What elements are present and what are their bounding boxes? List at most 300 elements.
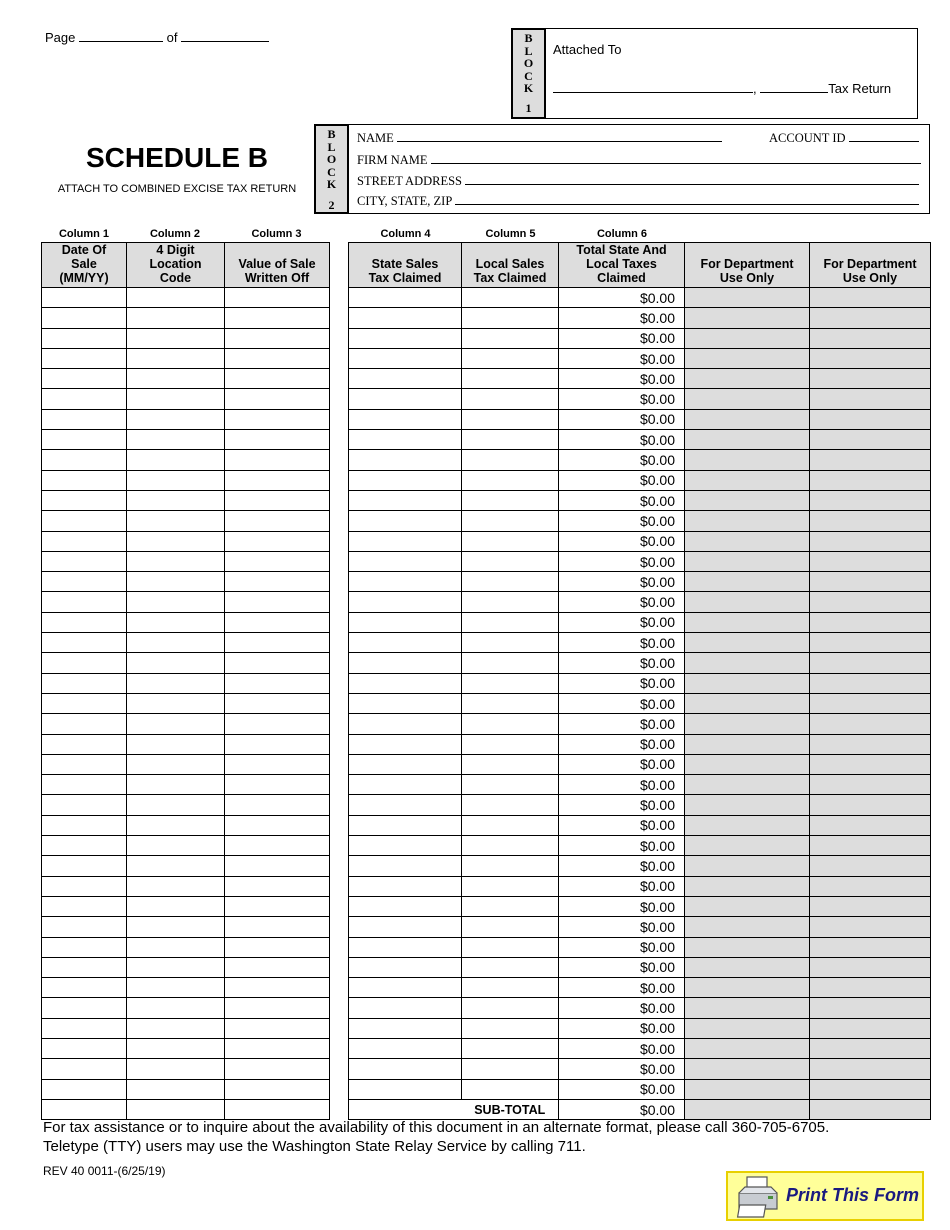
subtotal-label: SUB-TOTAL (462, 1099, 559, 1119)
date-of-sale-cell[interactable] (42, 348, 127, 368)
state-sales-tax-cell[interactable] (349, 714, 462, 734)
state-sales-tax-cell[interactable] (349, 1059, 462, 1079)
left-table-row (42, 490, 330, 510)
local-sales-tax-cell[interactable] (462, 998, 559, 1018)
schedule-subtitle: ATTACH TO COMBINED EXCISE TAX RETURN (57, 183, 297, 195)
location-code-cell[interactable] (127, 1099, 225, 1119)
left-table-row (42, 653, 330, 673)
department-use-cell (810, 369, 931, 389)
date-of-sale-cell[interactable] (42, 795, 127, 815)
total-taxes-cell: $0.00 (559, 348, 685, 368)
date-of-sale-cell[interactable] (42, 1079, 127, 1099)
state-sales-tax-cell[interactable] (349, 896, 462, 916)
value-written-off-cell[interactable] (225, 836, 330, 856)
date-of-sale-cell[interactable] (42, 308, 127, 328)
local-sales-tax-cell[interactable] (462, 856, 559, 876)
value-written-off-cell[interactable] (225, 775, 330, 795)
value-written-off-cell[interactable] (225, 937, 330, 957)
value-written-off-cell[interactable] (225, 348, 330, 368)
local-sales-tax-cell[interactable] (462, 511, 559, 531)
header-location-code: 4 Digit Location Code (127, 243, 225, 288)
location-code-cell[interactable] (127, 633, 225, 653)
date-of-sale-cell[interactable] (42, 856, 127, 876)
total-taxes-cell: $0.00 (559, 369, 685, 389)
state-sales-tax-cell[interactable] (349, 957, 462, 977)
local-sales-tax-cell[interactable] (462, 308, 559, 328)
state-sales-tax-cell[interactable] (349, 409, 462, 429)
left-table-row (42, 876, 330, 896)
date-of-sale-cell[interactable] (42, 836, 127, 856)
location-code-cell[interactable] (127, 917, 225, 937)
state-sales-tax-cell[interactable] (349, 795, 462, 815)
value-written-off-cell[interactable] (225, 633, 330, 653)
state-sales-tax-cell[interactable] (349, 653, 462, 673)
location-code-cell[interactable] (127, 592, 225, 612)
local-sales-tax-cell[interactable] (462, 876, 559, 896)
location-code-cell[interactable] (127, 1079, 225, 1099)
left-table-row (42, 714, 330, 734)
right-table-row (349, 856, 931, 876)
right-table-row (349, 490, 931, 510)
value-written-off-cell[interactable] (225, 511, 330, 531)
date-of-sale-cell[interactable] (42, 572, 127, 592)
value-written-off-cell[interactable] (225, 490, 330, 510)
state-sales-tax-cell[interactable] (349, 734, 462, 754)
state-sales-tax-cell[interactable] (349, 815, 462, 835)
left-table-row (42, 389, 330, 409)
local-sales-tax-cell[interactable] (462, 795, 559, 815)
total-taxes-cell: $0.00 (559, 836, 685, 856)
right-table-row (349, 430, 931, 450)
state-sales-tax-cell[interactable] (349, 531, 462, 551)
date-of-sale-cell[interactable] (42, 1018, 127, 1038)
total-taxes-cell: $0.00 (559, 633, 685, 653)
left-table-row (42, 551, 330, 571)
date-of-sale-cell[interactable] (42, 714, 127, 734)
name-field[interactable] (397, 141, 722, 142)
block2-box (348, 124, 930, 214)
total-taxes-cell: $0.00 (559, 490, 685, 510)
location-code-cell[interactable] (127, 957, 225, 977)
state-sales-tax-cell[interactable] (349, 490, 462, 510)
location-code-cell[interactable] (127, 612, 225, 632)
local-sales-tax-cell[interactable] (462, 896, 559, 916)
left-table-row (42, 633, 330, 653)
date-of-sale-cell[interactable] (42, 470, 127, 490)
location-code-cell[interactable] (127, 369, 225, 389)
location-code-cell[interactable] (127, 1038, 225, 1058)
right-entry-table (348, 242, 931, 1120)
value-written-off-cell[interactable] (225, 693, 330, 713)
state-sales-tax-cell[interactable] (349, 754, 462, 774)
return-period-field[interactable] (760, 92, 828, 93)
date-of-sale-cell[interactable] (42, 612, 127, 632)
location-code-cell[interactable] (127, 775, 225, 795)
state-sales-tax-cell[interactable] (349, 876, 462, 896)
date-of-sale-cell[interactable] (42, 917, 127, 937)
local-sales-tax-cell[interactable] (462, 836, 559, 856)
value-written-off-cell[interactable] (225, 389, 330, 409)
date-of-sale-cell[interactable] (42, 775, 127, 795)
department-use-cell (810, 978, 931, 998)
left-table-row (42, 856, 330, 876)
value-written-off-cell[interactable] (225, 1079, 330, 1099)
state-sales-tax-cell[interactable] (349, 775, 462, 795)
local-sales-tax-cell[interactable] (462, 572, 559, 592)
value-written-off-cell[interactable] (225, 673, 330, 693)
date-of-sale-cell[interactable] (42, 551, 127, 571)
state-sales-tax-cell[interactable] (349, 328, 462, 348)
department-use-cell (810, 673, 931, 693)
value-written-off-cell[interactable] (225, 714, 330, 734)
return-type-field[interactable] (553, 92, 753, 93)
state-sales-tax-cell[interactable] (349, 592, 462, 612)
location-code-cell[interactable] (127, 551, 225, 571)
street-address-label: STREET ADDRESS (357, 174, 462, 188)
location-code-cell[interactable] (127, 998, 225, 1018)
location-code-cell[interactable] (127, 308, 225, 328)
local-sales-tax-cell[interactable] (462, 1059, 559, 1079)
value-written-off-cell[interactable] (225, 734, 330, 754)
value-written-off-cell[interactable] (225, 328, 330, 348)
date-of-sale-cell[interactable] (42, 896, 127, 916)
value-written-off-cell[interactable] (225, 1038, 330, 1058)
location-code-cell[interactable] (127, 572, 225, 592)
date-of-sale-cell[interactable] (42, 653, 127, 673)
state-sales-tax-cell[interactable] (349, 612, 462, 632)
right-table-row (349, 673, 931, 693)
department-use-cell (685, 551, 810, 571)
date-of-sale-cell[interactable] (42, 734, 127, 754)
department-use-cell (685, 1099, 810, 1119)
date-of-sale-cell[interactable] (42, 693, 127, 713)
left-table-row (42, 308, 330, 328)
total-taxes-cell: $0.00 (559, 1059, 685, 1079)
local-sales-tax-cell[interactable] (462, 775, 559, 795)
value-written-off-cell[interactable] (225, 1099, 330, 1119)
location-code-cell[interactable] (127, 450, 225, 470)
column-number-label: Column 2 (149, 228, 201, 240)
state-sales-tax-cell[interactable] (349, 572, 462, 592)
total-taxes-cell: $0.00 (559, 409, 685, 429)
column-number-label: Column 4 (380, 228, 431, 240)
state-sales-tax-cell[interactable] (349, 836, 462, 856)
state-sales-tax-cell (349, 1099, 462, 1119)
value-written-off-cell[interactable] (225, 653, 330, 673)
location-code-cell[interactable] (127, 531, 225, 551)
state-sales-tax-cell[interactable] (349, 470, 462, 490)
local-sales-tax-cell[interactable] (462, 288, 559, 308)
date-of-sale-cell[interactable] (42, 673, 127, 693)
value-written-off-cell[interactable] (225, 978, 330, 998)
date-of-sale-cell[interactable] (42, 957, 127, 977)
total-taxes-cell: $0.00 (559, 876, 685, 896)
left-table-row (42, 328, 330, 348)
page-number-line (45, 30, 269, 45)
local-sales-tax-cell[interactable] (462, 551, 559, 571)
state-sales-tax-cell[interactable] (349, 511, 462, 531)
print-form-label: Print This Form (786, 1185, 920, 1205)
date-of-sale-cell[interactable] (42, 430, 127, 450)
right-table-row (349, 957, 931, 977)
date-of-sale-cell[interactable] (42, 511, 127, 531)
right-table-row (349, 1079, 931, 1099)
value-written-off-cell[interactable] (225, 551, 330, 571)
value-written-off-cell[interactable] (225, 957, 330, 977)
department-use-cell (810, 896, 931, 916)
right-table-row (349, 1038, 931, 1058)
block2-letter: O (326, 152, 337, 166)
department-use-cell (810, 1099, 931, 1119)
department-use-cell (685, 734, 810, 754)
location-code-cell[interactable] (127, 693, 225, 713)
location-code-cell[interactable] (127, 490, 225, 510)
state-sales-tax-cell[interactable] (349, 937, 462, 957)
department-use-cell (685, 450, 810, 470)
date-of-sale-cell[interactable] (42, 490, 127, 510)
value-written-off-cell[interactable] (225, 288, 330, 308)
local-sales-tax-cell[interactable] (462, 328, 559, 348)
state-sales-tax-cell[interactable] (349, 1038, 462, 1058)
local-sales-tax-cell[interactable] (462, 653, 559, 673)
left-table-row (42, 470, 330, 490)
value-written-off-cell[interactable] (225, 531, 330, 551)
date-of-sale-cell[interactable] (42, 389, 127, 409)
value-written-off-cell[interactable] (225, 917, 330, 937)
account-id-field[interactable] (849, 141, 919, 142)
state-sales-tax-cell[interactable] (349, 633, 462, 653)
state-sales-tax-cell[interactable] (349, 348, 462, 368)
location-code-cell[interactable] (127, 836, 225, 856)
department-use-cell (685, 511, 810, 531)
firm-name-label: FIRM NAME (357, 153, 428, 167)
date-of-sale-cell[interactable] (42, 1059, 127, 1079)
printer-icon (735, 1175, 781, 1219)
local-sales-tax-cell[interactable] (462, 430, 559, 450)
firm-name-field[interactable] (431, 163, 921, 164)
value-written-off-cell[interactable] (225, 592, 330, 612)
department-use-cell (685, 633, 810, 653)
left-table-row (42, 673, 330, 693)
location-code-cell[interactable] (127, 673, 225, 693)
right-table-row (349, 450, 931, 470)
right-table-row (349, 917, 931, 937)
location-code-cell[interactable] (127, 795, 225, 815)
date-of-sale-cell[interactable] (42, 450, 127, 470)
date-of-sale-cell[interactable] (42, 409, 127, 429)
department-use-cell (810, 714, 931, 734)
local-sales-tax-cell[interactable] (462, 348, 559, 368)
location-code-cell[interactable] (127, 754, 225, 774)
total-taxes-cell: $0.00 (559, 592, 685, 612)
right-table-row (349, 795, 931, 815)
location-code-cell[interactable] (127, 653, 225, 673)
date-of-sale-cell[interactable] (42, 633, 127, 653)
location-code-cell[interactable] (127, 389, 225, 409)
date-of-sale-cell[interactable] (42, 978, 127, 998)
date-of-sale-cell[interactable] (42, 1038, 127, 1058)
column-number-label: Column 5 (485, 228, 536, 240)
value-written-off-cell[interactable] (225, 795, 330, 815)
page-total-field[interactable] (181, 41, 269, 42)
local-sales-tax-cell[interactable] (462, 693, 559, 713)
value-written-off-cell[interactable] (225, 1059, 330, 1079)
value-written-off-cell[interactable] (225, 856, 330, 876)
department-use-cell (810, 1079, 931, 1099)
page-number-field[interactable] (79, 41, 163, 42)
date-of-sale-cell[interactable] (42, 815, 127, 835)
local-sales-tax-cell[interactable] (462, 592, 559, 612)
state-sales-tax-cell[interactable] (349, 856, 462, 876)
local-sales-tax-cell[interactable] (462, 612, 559, 632)
assistance-line-1: For tax assistance or to inquire about the availability of this document in an alternate format, please call 360-705-6705. (43, 1119, 830, 1136)
left-table-row (42, 1059, 330, 1079)
block2-letter: C (327, 164, 336, 179)
state-sales-tax-cell[interactable] (349, 673, 462, 693)
department-use-cell (685, 978, 810, 998)
right-table-row (349, 328, 931, 348)
date-of-sale-cell[interactable] (42, 328, 127, 348)
value-written-off-cell[interactable] (225, 1018, 330, 1038)
value-written-off-cell[interactable] (225, 572, 330, 592)
value-written-off-cell[interactable] (225, 369, 330, 389)
location-code-cell[interactable] (127, 430, 225, 450)
location-code-cell[interactable] (127, 978, 225, 998)
location-code-cell[interactable] (127, 348, 225, 368)
state-sales-tax-cell[interactable] (349, 450, 462, 470)
department-use-cell (685, 693, 810, 713)
total-taxes-cell: $0.00 (559, 531, 685, 551)
total-taxes-cell: $0.00 (559, 653, 685, 673)
state-sales-tax-cell[interactable] (349, 917, 462, 937)
left-table-row (42, 734, 330, 754)
value-written-off-cell[interactable] (225, 409, 330, 429)
local-sales-tax-cell[interactable] (462, 490, 559, 510)
left-table-row (42, 369, 330, 389)
local-sales-tax-cell[interactable] (462, 917, 559, 937)
state-sales-tax-cell[interactable] (349, 288, 462, 308)
date-of-sale-cell[interactable] (42, 998, 127, 1018)
attached-to-label: Attached To (553, 42, 622, 57)
location-code-cell[interactable] (127, 937, 225, 957)
state-sales-tax-cell[interactable] (349, 978, 462, 998)
local-sales-tax-cell[interactable] (462, 470, 559, 490)
value-written-off-cell[interactable] (225, 754, 330, 774)
department-use-cell (810, 389, 931, 409)
value-written-off-cell[interactable] (225, 470, 330, 490)
value-written-off-cell[interactable] (225, 612, 330, 632)
state-sales-tax-cell[interactable] (349, 1018, 462, 1038)
department-use-cell (685, 836, 810, 856)
local-sales-tax-cell[interactable] (462, 714, 559, 734)
date-of-sale-cell[interactable] (42, 369, 127, 389)
right-table-row (349, 470, 931, 490)
location-code-cell[interactable] (127, 876, 225, 896)
state-sales-tax-cell[interactable] (349, 389, 462, 409)
date-of-sale-cell[interactable] (42, 876, 127, 896)
location-code-cell[interactable] (127, 1059, 225, 1079)
location-code-cell[interactable] (127, 815, 225, 835)
date-of-sale-cell[interactable] (42, 754, 127, 774)
print-form-button[interactable] (726, 1171, 924, 1221)
local-sales-tax-cell[interactable] (462, 1038, 559, 1058)
location-code-cell[interactable] (127, 288, 225, 308)
account-id-row (769, 131, 919, 146)
local-sales-tax-cell[interactable] (462, 369, 559, 389)
header-value-written-off: Value of Sale Written Off (225, 243, 330, 288)
local-sales-tax-cell[interactable] (462, 1018, 559, 1038)
location-code-cell[interactable] (127, 856, 225, 876)
state-sales-tax-cell[interactable] (349, 998, 462, 1018)
local-sales-tax-cell[interactable] (462, 1079, 559, 1099)
right-table-row (349, 369, 931, 389)
date-of-sale-cell[interactable] (42, 937, 127, 957)
block1-letter: C (524, 68, 533, 83)
location-code-cell[interactable] (127, 470, 225, 490)
department-use-cell (810, 430, 931, 450)
right-table-row (349, 896, 931, 916)
department-use-cell (810, 348, 931, 368)
location-code-cell[interactable] (127, 714, 225, 734)
date-of-sale-cell[interactable] (42, 592, 127, 612)
local-sales-tax-cell[interactable] (462, 673, 559, 693)
local-sales-tax-cell[interactable] (462, 531, 559, 551)
location-code-cell[interactable] (127, 328, 225, 348)
local-sales-tax-cell[interactable] (462, 957, 559, 977)
local-sales-tax-cell[interactable] (462, 937, 559, 957)
local-sales-tax-cell[interactable] (462, 815, 559, 835)
date-of-sale-cell[interactable] (42, 531, 127, 551)
local-sales-tax-cell[interactable] (462, 409, 559, 429)
location-code-cell[interactable] (127, 896, 225, 916)
local-sales-tax-cell[interactable] (462, 978, 559, 998)
location-code-cell[interactable] (127, 734, 225, 754)
value-written-off-cell[interactable] (225, 308, 330, 328)
block1-letter: K (523, 81, 534, 95)
value-written-off-cell[interactable] (225, 815, 330, 835)
state-sales-tax-cell[interactable] (349, 369, 462, 389)
total-taxes-cell: $0.00 (559, 978, 685, 998)
value-written-off-cell[interactable] (225, 430, 330, 450)
department-use-cell (685, 714, 810, 734)
location-code-cell[interactable] (127, 409, 225, 429)
city-state-zip-field[interactable] (455, 204, 919, 205)
location-code-cell[interactable] (127, 1018, 225, 1038)
date-of-sale-cell[interactable] (42, 288, 127, 308)
state-sales-tax-cell[interactable] (349, 430, 462, 450)
state-sales-tax-cell[interactable] (349, 1079, 462, 1099)
local-sales-tax-cell[interactable] (462, 450, 559, 470)
location-code-cell[interactable] (127, 511, 225, 531)
state-sales-tax-cell[interactable] (349, 693, 462, 713)
value-written-off-cell[interactable] (225, 450, 330, 470)
department-use-cell (810, 775, 931, 795)
right-table-row (349, 998, 931, 1018)
value-written-off-cell[interactable] (225, 876, 330, 896)
value-written-off-cell[interactable] (225, 998, 330, 1018)
state-sales-tax-cell[interactable] (349, 551, 462, 571)
street-address-field[interactable] (465, 184, 919, 185)
state-sales-tax-cell[interactable] (349, 308, 462, 328)
local-sales-tax-cell[interactable] (462, 734, 559, 754)
total-taxes-cell: $0.00 (559, 714, 685, 734)
local-sales-tax-cell[interactable] (462, 633, 559, 653)
local-sales-tax-cell[interactable] (462, 754, 559, 774)
right-table-row (349, 348, 931, 368)
local-sales-tax-cell[interactable] (462, 389, 559, 409)
value-written-off-cell[interactable] (225, 896, 330, 916)
date-of-sale-cell[interactable] (42, 1099, 127, 1119)
